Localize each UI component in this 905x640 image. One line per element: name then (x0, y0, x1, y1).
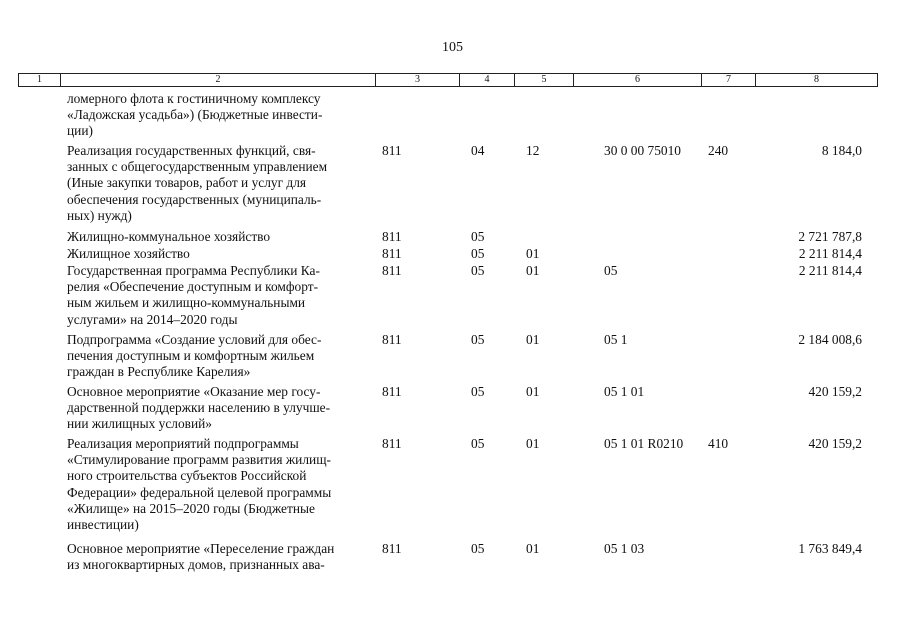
row-col-3: 811 (382, 246, 402, 261)
header-col-7: 7 (702, 74, 756, 86)
row-col-6: 05 1 (604, 332, 628, 347)
row-col-5: 12 (526, 143, 540, 158)
row-col-5: 01 (526, 246, 540, 261)
row-col-3: 811 (382, 229, 402, 244)
row-col-4: 05 (471, 229, 485, 244)
row-name: Жилищное хозяйство (67, 246, 190, 261)
table-header (18, 73, 878, 87)
row-col-6: 05 (604, 263, 618, 278)
row-col-5: 01 (526, 436, 540, 451)
header-col-4: 4 (460, 74, 515, 86)
row-col-4: 05 (471, 541, 485, 556)
row-amount: 1 763 849,4 (798, 541, 862, 556)
row-col-6: 05 1 01 (604, 384, 645, 399)
row-col-5: 01 (526, 384, 540, 399)
row-col-4: 05 (471, 436, 485, 451)
row-col-3: 811 (382, 263, 402, 278)
row-col-4: 05 (471, 263, 485, 278)
header-col-1: 1 (19, 74, 61, 86)
row-amount: 2 721 787,8 (798, 229, 862, 244)
header-col-8: 8 (814, 74, 819, 85)
row-col-3: 811 (382, 384, 402, 399)
row-col-4: 04 (471, 143, 485, 158)
row-name: Основное мероприятие «Переселение граждан из многоквартирных домов, признанных ава- (67, 541, 335, 573)
row-col-3: 811 (382, 541, 402, 556)
row-col-3: 811 (382, 436, 402, 451)
row-amount: 2 184 008,6 (798, 332, 862, 347)
row-name: Государственная программа Республики Ка- релия «Обеспечение доступным и комфорт- ным жильем и жилищно-коммунальными услугами» на 2014–2020 годы (67, 263, 320, 327)
row-col-6: 30 0 00 75010 (604, 143, 681, 158)
row-amount: 2 211 814,4 (798, 246, 862, 261)
row-col-5: 01 (526, 263, 540, 278)
row-name: ломерного флота к гостиничному комплексу «Ладожская усадьба») (Бюджетные инвести- ции) (67, 91, 323, 139)
row-col-7: 240 (708, 143, 729, 158)
row-name: Подпрограмма «Создание условий для обес- печения доступным и комфортным жильем граждан в Республике Карелия» (67, 332, 322, 380)
row-amount: 2 211 814,4 (798, 263, 862, 278)
row-col-4: 05 (471, 246, 485, 261)
row-col-3: 811 (382, 332, 402, 347)
header-col-5: 5 (515, 74, 574, 86)
header-col-3: 3 (376, 74, 460, 86)
row-name: Реализация мероприятий подпрограммы «Стимулирование программ развития жилищ- ного строительства субъектов Российской Федерации» федеральной целевой программы «Жилище» на 2015–2020 годы (Бюджетные инвестиции) (67, 436, 332, 533)
row-name: Жилищно-коммунальное хозяйство (67, 229, 271, 244)
header-col-2: 2 (61, 74, 376, 86)
row-name: Реализация государственных функций, свя- занных с общегосударственным управлением (Иные закупки товаров, работ и услуг для обеспечения государственных (муниципаль- ных) нужд) (67, 143, 328, 223)
row-col-4: 05 (471, 384, 485, 399)
row-name: Основное мероприятие «Оказание мер госу- дарственной поддержки населению в улучше- нии жилищных условий» (67, 384, 331, 432)
row-amount: 420 159,2 (808, 384, 862, 399)
row-col-6: 05 1 01 R0210 (604, 436, 684, 451)
page-number: 105 (442, 40, 463, 55)
row-col-5: 01 (526, 541, 540, 556)
row-col-3: 811 (382, 143, 402, 158)
header-col-6: 6 (574, 74, 702, 86)
row-col-4: 05 (471, 332, 485, 347)
row-col-6: 05 1 03 (604, 541, 645, 556)
row-amount: 420 159,2 (808, 436, 862, 451)
row-amount: 8 184,0 (821, 143, 862, 158)
row-col-7: 410 (708, 436, 729, 451)
row-col-5: 01 (526, 332, 540, 347)
